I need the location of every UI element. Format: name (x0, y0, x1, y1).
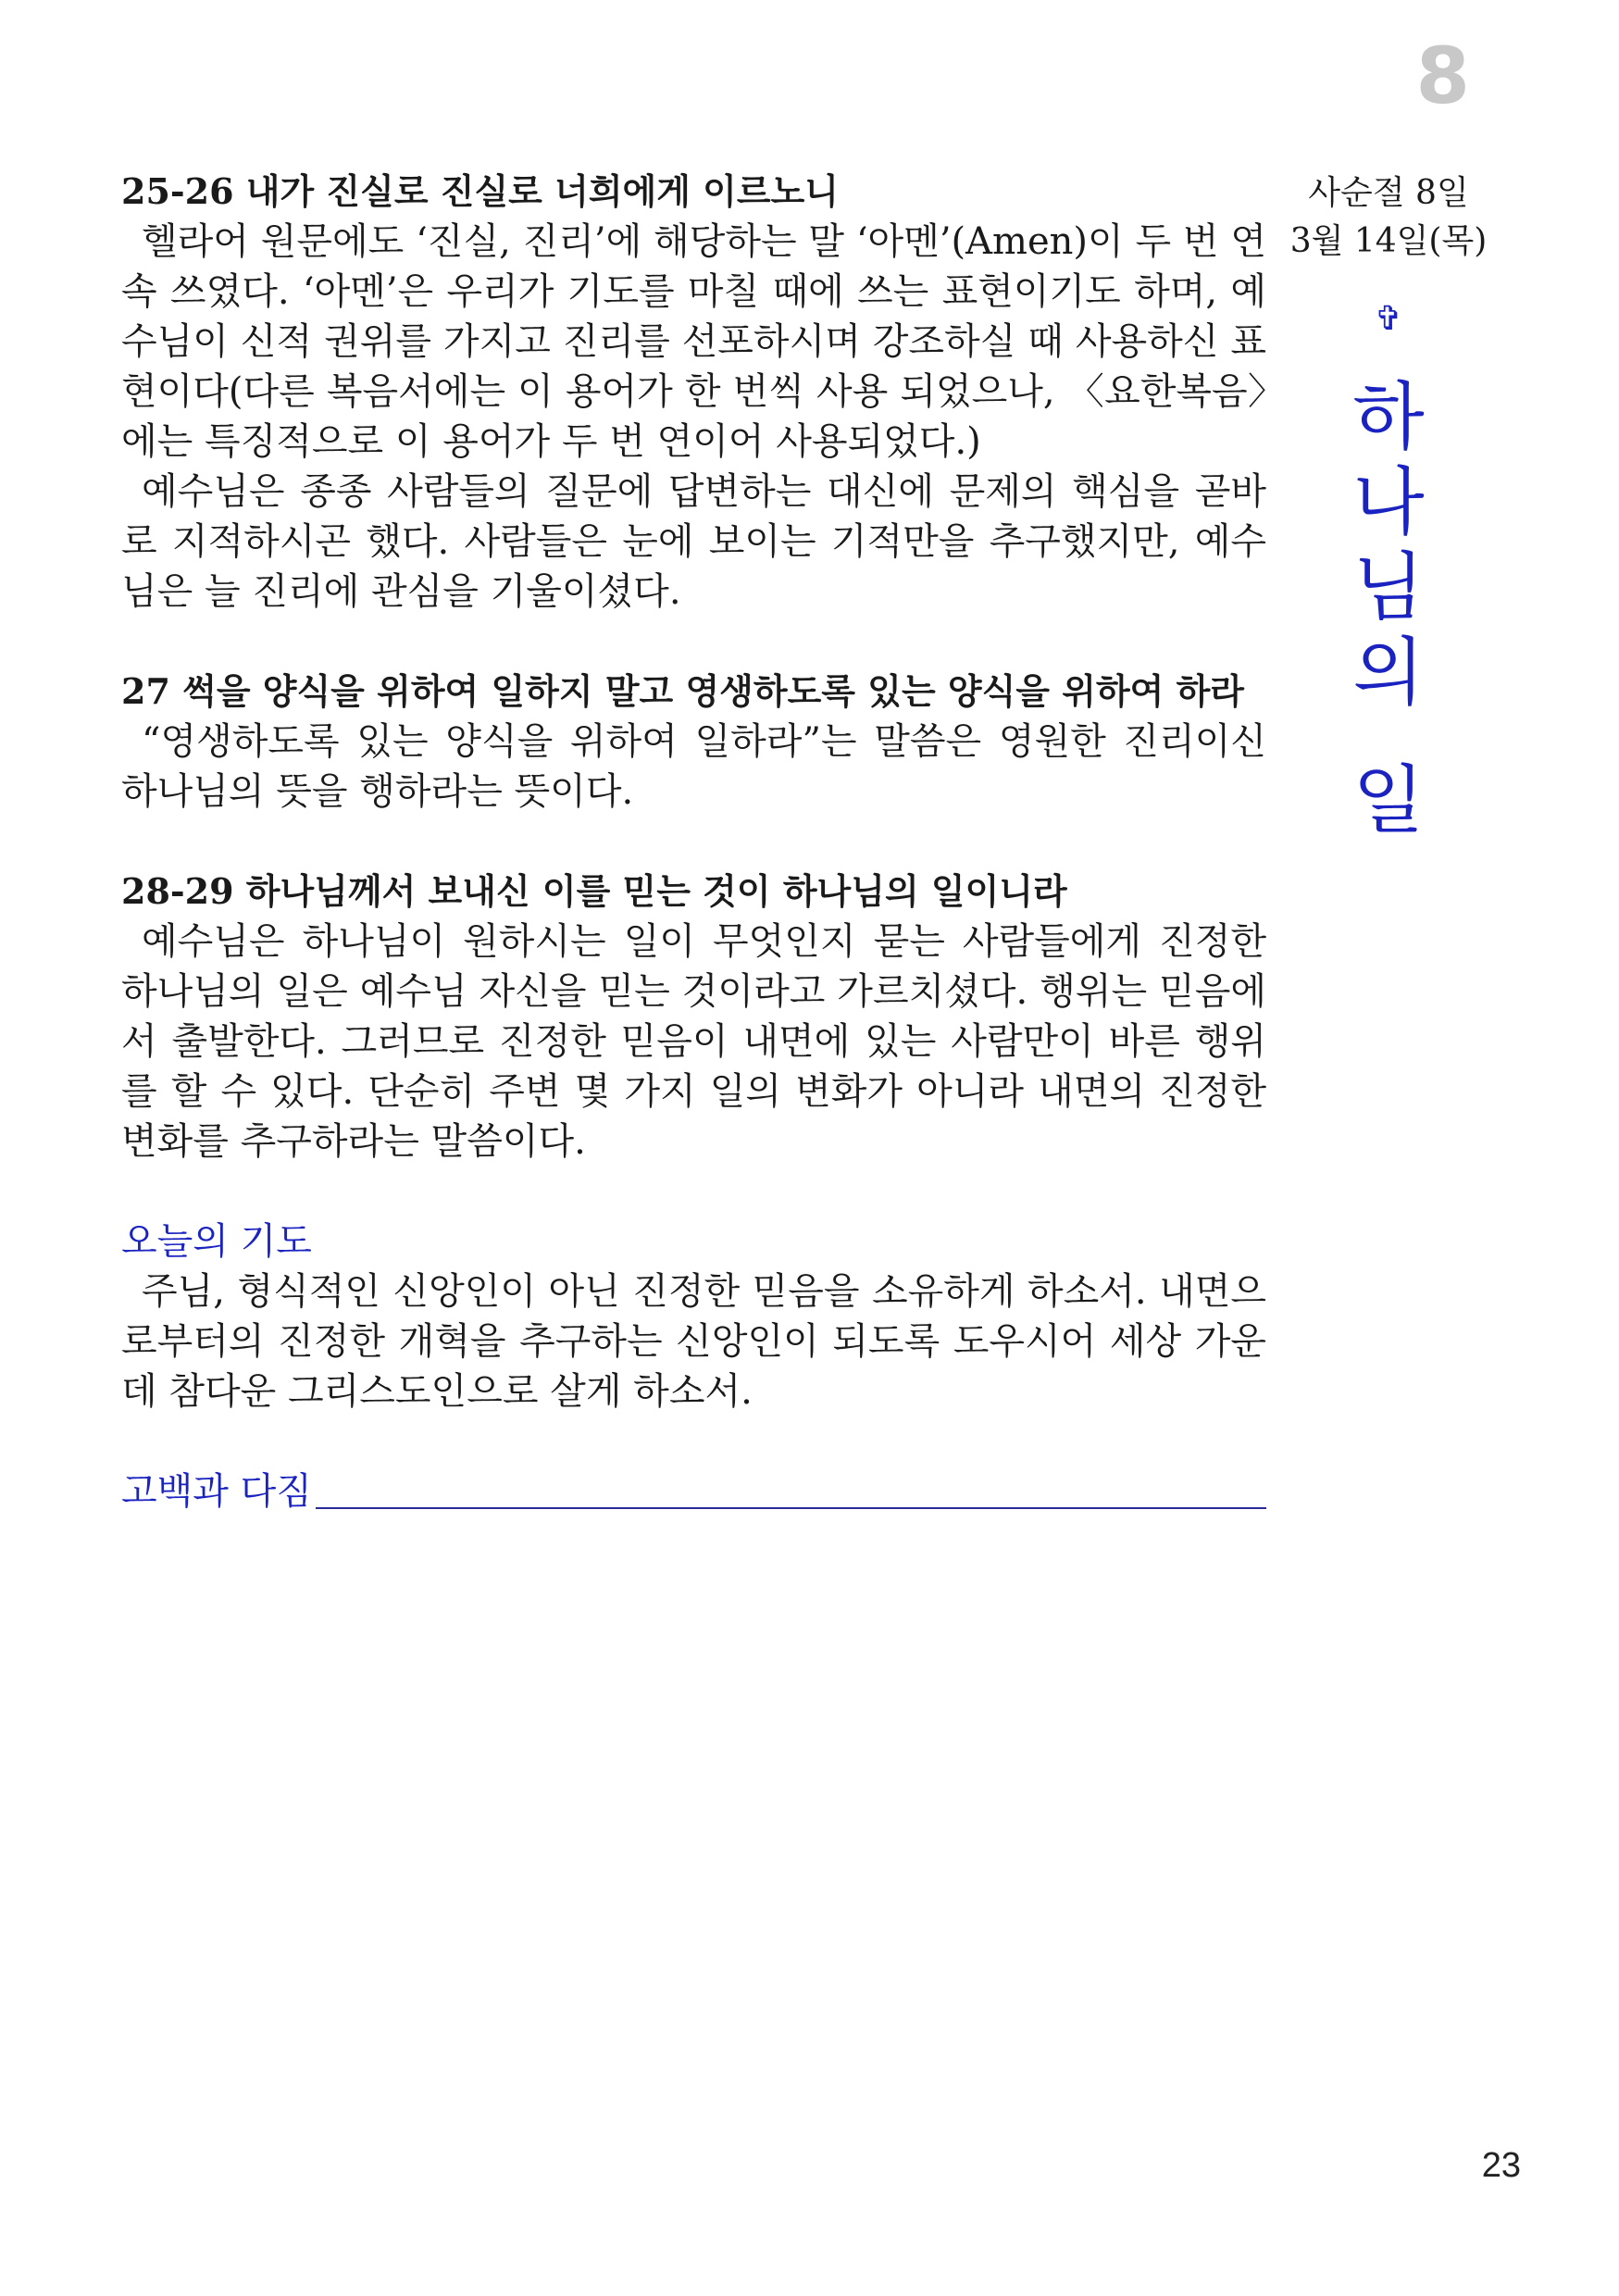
lent-day-label: 사순절 8일 (1308, 174, 1469, 212)
vertical-title-char: 나 (1352, 459, 1425, 545)
resolution-label: 고백과 다짐 (121, 1470, 312, 1513)
verse-heading: 28-29 하나님께서 보내신 이를 믿는 것이 하나님의 일이니라 (121, 870, 1067, 912)
vertical-title (1277, 375, 1500, 843)
resolution-field (121, 1466, 1266, 1516)
prayer-section (121, 1217, 1266, 1416)
prayer-title: 오늘의 기도 (121, 1220, 312, 1263)
main-content (121, 167, 1266, 1516)
vertical-title-char: 님 (1352, 544, 1425, 630)
verse-heading: 25-26 내가 진실로 진실로 너희에게 이르노니 (121, 170, 840, 212)
vertical-title-char: 하 (1352, 374, 1425, 460)
commentary-paragraph: 헬라어 원문에도 ‘진실, 진리’에 해당하는 말 ‘아멘’(Amen)이 두 번 연속 쓰였다. ‘아멘’은 우리가 기도를 마칠 때에 쓰는 표현이기도 하며, 예수님이 신적 권위를 가지고 진리를 선포하시며 강조하실 때 사용하신 표현이다(다른 복음서에는 이 용어가 한 번씩 사용 되었으나, 〈요한복음〉에는 특징적으로 이 용어가 두 번 연이어 사용되었다.) (121, 220, 1266, 463)
side-column (1277, 169, 1500, 843)
section-25-26 (121, 167, 1266, 617)
section-27 (121, 667, 1266, 817)
commentary-paragraph: 예수님은 종종 사람들의 질문에 답변하는 대신에 문제의 핵심을 곧바로 지적하시곤 했다. 사람들은 눈에 보이는 기적만을 추구했지만, 예수님은 늘 진리에 관심을 기울이셨다. (121, 470, 1266, 613)
vertical-title-char: 일 (1352, 757, 1425, 843)
section-28-29 (121, 867, 1266, 1167)
day-number: 8 (1415, 31, 1470, 121)
commentary-paragraph: “영생하도록 있는 양식을 위하여 일하라”는 말씀은 영원한 진리이신 하나님의 뜻을 행하라는 뜻이다. (121, 720, 1266, 813)
resolution-writing-line (316, 1507, 1266, 1509)
vertical-title-char: 의 (1352, 630, 1425, 716)
commentary-paragraph: 예수님은 하나님이 원하시는 일이 무엇인지 묻는 사람들에게 진정한 하나님의 일은 예수님 자신을 믿는 것이라고 가르치셨다. 행위는 믿음에서 출발한다. 그러므로 진정한 믿음이 내면에 있는 사람만이 바른 행위를 할 수 있다. 단순히 주변 몇 가지 일의 변화가 아니라 내면의 진정한 변화를 추구하라는 말씀이다. (121, 920, 1266, 1163)
cross-icon: ✞ (1374, 300, 1403, 338)
vertical-title-gap (1277, 716, 1500, 758)
prayer-text: 주님, 형식적인 신앙인이 아닌 진정한 믿음을 소유하게 하소서. 내면으로부터의 진정한 개혁을 추구하는 신앙인이 되도록 도우시어 세상 가운데 참다운 그리스도인으로 살게 하소서. (121, 1270, 1266, 1413)
date-label: 3월 14일(목) (1289, 222, 1488, 260)
page-number: 23 (1481, 2146, 1521, 2185)
verse-heading: 27 썩을 양식을 위하여 일하지 말고 영생하도록 있는 양식을 위하여 하라 (121, 670, 1245, 712)
